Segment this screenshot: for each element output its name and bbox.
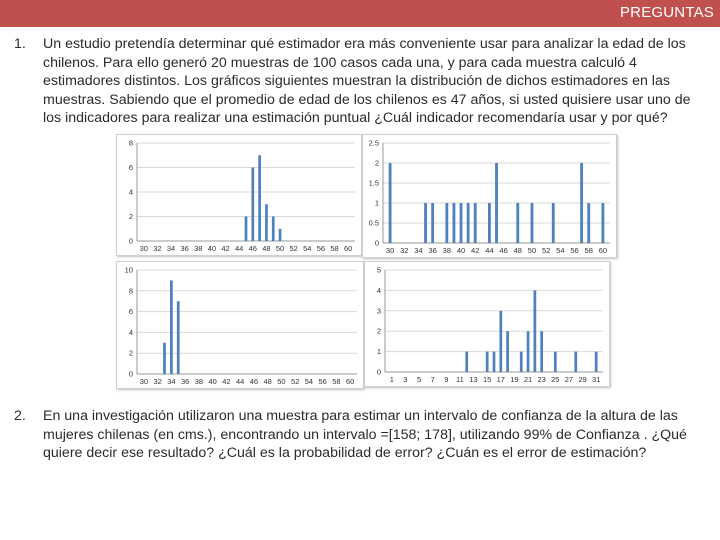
histogram-bar xyxy=(506,331,509,372)
histogram-bar xyxy=(465,352,468,372)
y-tick-label: 3 xyxy=(376,306,381,316)
histogram-bar xyxy=(258,155,261,241)
y-tick-label: 2 xyxy=(374,158,379,168)
x-tick-label: 3 xyxy=(403,375,408,384)
x-tick-label: 19 xyxy=(510,375,519,384)
histogram-bar xyxy=(272,217,275,242)
x-tick-label: 42 xyxy=(221,244,230,253)
x-tick-label: 42 xyxy=(471,246,480,255)
x-tick-label: 27 xyxy=(564,375,574,384)
chart-panel-1 xyxy=(116,134,362,256)
histogram-bar xyxy=(601,203,604,243)
histogram-bar xyxy=(245,217,248,242)
histogram-bar xyxy=(554,352,557,372)
histogram-bar xyxy=(467,203,470,243)
histogram-bar xyxy=(540,331,543,372)
histogram-bar xyxy=(495,163,498,243)
x-tick-label: 7 xyxy=(430,375,435,384)
histogram-bar xyxy=(389,163,392,243)
question-2 xyxy=(14,407,704,463)
x-tick-label: 29 xyxy=(578,375,587,384)
x-tick-label: 25 xyxy=(551,375,560,384)
x-tick-label: 21 xyxy=(523,375,533,384)
y-tick-label: 2 xyxy=(376,326,381,336)
histogram-bar xyxy=(595,352,598,372)
x-tick-label: 46 xyxy=(499,246,508,255)
histogram-bar xyxy=(587,203,590,243)
chart-panel-3 xyxy=(116,261,364,389)
histogram-bar xyxy=(580,163,583,243)
x-tick-label: 30 xyxy=(139,244,148,253)
header-bar xyxy=(0,0,720,27)
x-tick-label: 52 xyxy=(290,377,300,386)
histogram-bar xyxy=(163,343,166,374)
histogram-bar xyxy=(460,203,463,243)
histogram-bar xyxy=(279,229,282,241)
y-tick-label: 8 xyxy=(128,138,133,148)
question-text: En una investigación utilizaron una muestra para estimar un intervalo de confianza de la altura de las mujeres chilenas (en cms.), encontrando un intervalo =[158; 178], utilizando 99% de Confianza . ¿Qué quiere decir ese resultado? ¿Cuál es la probabilidad de error? ¿Cuán es el error de estimación? xyxy=(43,408,687,461)
x-tick-label: 54 xyxy=(304,377,314,386)
question-1 xyxy=(14,35,704,128)
histogram-chart-1 xyxy=(117,135,361,255)
y-tick-label: 10 xyxy=(124,265,133,275)
y-tick-label: 2 xyxy=(128,348,133,358)
x-tick-label: 48 xyxy=(513,246,522,255)
x-tick-label: 58 xyxy=(330,244,339,253)
question-number: 2. xyxy=(14,408,26,424)
x-tick-label: 40 xyxy=(207,244,217,253)
x-tick-label: 36 xyxy=(180,377,190,386)
y-tick-label: 1.5 xyxy=(368,178,379,188)
histogram-bar xyxy=(520,352,523,372)
y-tick-label: 0.5 xyxy=(368,218,379,228)
x-tick-label: 60 xyxy=(344,244,353,253)
histogram-bar xyxy=(493,352,496,372)
x-tick-label: 38 xyxy=(194,244,203,253)
histogram-bar xyxy=(486,352,489,372)
x-tick-label: 58 xyxy=(332,377,341,386)
x-tick-label: 32 xyxy=(153,377,162,386)
histogram-bar xyxy=(474,203,477,243)
page-title: PREGUNTAS xyxy=(619,4,714,21)
x-tick-label: 38 xyxy=(442,246,452,255)
x-tick-label: 23 xyxy=(537,375,546,384)
x-tick-label: 5 xyxy=(416,375,422,384)
histogram-bar xyxy=(177,301,180,374)
y-tick-label: 0 xyxy=(376,367,381,377)
x-tick-label: 58 xyxy=(584,246,593,255)
chart-panel-2 xyxy=(362,134,617,258)
question-text: Un estudio pretendía determinar qué estimador era más conveniente usar para analizar la edad de los chilenos. Para ello generó 20 muestras de 100 casos cada una, y para cada muestra calculó 4 estimadores distintos. Los gráficos siguientes muestran la distribución de dichos estimadores en las muestras. Sabiendo que el promedio de edad de los chilenos es 47 años, si usted quisiere usar uno de los indicadores para realizar una estimación puntual ¿Cuál indicador recomendaría usar y por qué? xyxy=(43,36,691,126)
histogram-bar xyxy=(424,203,427,243)
y-tick-label: 0 xyxy=(128,236,133,246)
x-tick-label: 31 xyxy=(592,375,601,384)
y-tick-label: 6 xyxy=(128,163,133,172)
y-tick-label: 4 xyxy=(128,187,133,197)
x-tick-label: 9 xyxy=(444,375,449,384)
histogram-bar xyxy=(531,203,534,243)
x-tick-label: 54 xyxy=(556,246,565,255)
x-tick-label: 60 xyxy=(345,377,355,386)
x-tick-label: 46 xyxy=(248,244,257,253)
y-tick-label: 4 xyxy=(128,327,133,337)
x-tick-label: 32 xyxy=(153,244,162,253)
x-tick-label: 56 xyxy=(318,377,327,386)
histogram-bar xyxy=(534,290,537,372)
x-tick-label: 34 xyxy=(167,377,176,386)
x-tick-label: 46 xyxy=(249,377,259,386)
x-tick-label: 40 xyxy=(208,377,217,386)
x-tick-label: 52 xyxy=(541,246,551,255)
histogram-bar xyxy=(251,168,254,242)
x-tick-label: 13 xyxy=(469,375,478,384)
x-tick-label: 34 xyxy=(166,244,176,253)
x-tick-label: 50 xyxy=(527,246,537,255)
x-tick-label: 48 xyxy=(262,244,271,253)
x-tick-label: 30 xyxy=(139,377,149,386)
histogram-bar xyxy=(265,204,268,241)
y-tick-label: 2 xyxy=(128,212,133,221)
x-tick-label: 40 xyxy=(456,246,466,255)
y-tick-label: 0 xyxy=(128,369,133,379)
histogram-bar xyxy=(445,203,448,243)
x-tick-label: 17 xyxy=(496,375,505,384)
histogram-bar xyxy=(453,203,456,243)
x-tick-label: 44 xyxy=(485,246,494,255)
x-tick-label: 56 xyxy=(570,246,579,255)
y-tick-label: 4 xyxy=(376,285,381,295)
x-tick-label: 15 xyxy=(483,375,492,384)
y-tick-label: 1 xyxy=(374,198,379,208)
histogram-bar xyxy=(527,331,530,372)
histogram-chart-3 xyxy=(117,262,363,388)
x-tick-label: 52 xyxy=(289,244,298,253)
x-tick-label: 38 xyxy=(194,377,204,386)
x-tick-label: 36 xyxy=(428,246,437,255)
histogram-bar xyxy=(431,203,434,243)
question-number: 1. xyxy=(14,36,26,52)
y-tick-label: 1 xyxy=(376,347,381,357)
x-tick-label: 1 xyxy=(389,375,394,384)
x-tick-label: 56 xyxy=(316,244,326,253)
x-tick-label: 44 xyxy=(235,377,245,386)
x-tick-label: 44 xyxy=(235,244,244,253)
y-tick-label: 5 xyxy=(376,265,381,275)
x-tick-label: 50 xyxy=(277,377,286,386)
x-tick-label: 32 xyxy=(400,246,409,255)
histogram-bar xyxy=(488,203,491,243)
y-tick-label: 0 xyxy=(374,238,379,248)
histogram-chart-4 xyxy=(365,262,609,386)
x-tick-label: 34 xyxy=(414,246,423,255)
histogram-bar xyxy=(499,311,502,372)
histogram-bar xyxy=(170,280,173,374)
y-tick-label: 6 xyxy=(128,307,133,317)
histogram-bar xyxy=(552,203,555,243)
y-tick-label: 2.5 xyxy=(368,138,379,148)
x-tick-label: 11 xyxy=(456,375,464,384)
x-tick-label: 48 xyxy=(263,377,272,386)
histogram-bar xyxy=(516,203,519,243)
y-tick-label: 8 xyxy=(128,286,133,296)
x-tick-label: 50 xyxy=(275,244,285,253)
x-tick-label: 30 xyxy=(385,246,395,255)
x-tick-label: 54 xyxy=(303,244,312,253)
histogram-bar xyxy=(574,352,577,372)
chart-panel-4 xyxy=(364,261,610,387)
x-tick-label: 60 xyxy=(598,246,608,255)
x-tick-label: 42 xyxy=(222,377,231,386)
x-tick-label: 36 xyxy=(180,244,189,253)
histogram-chart-2 xyxy=(363,135,616,257)
